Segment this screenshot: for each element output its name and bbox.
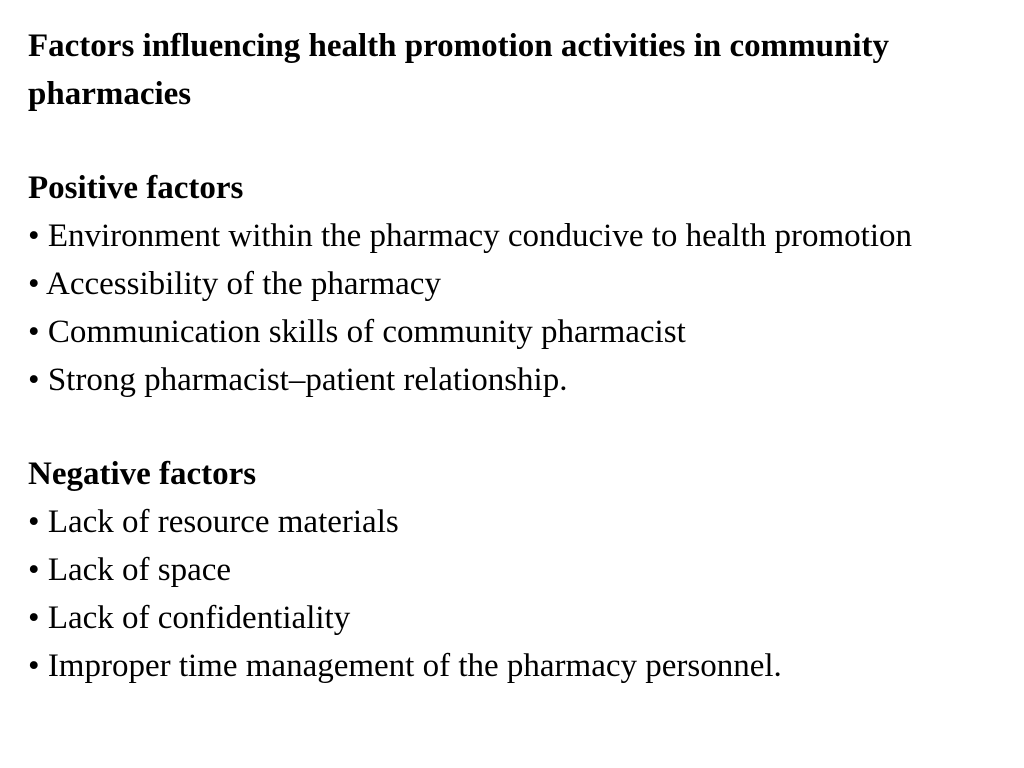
slide-title: Factors influencing health promotion activities in community pharmacies — [28, 28, 890, 112]
bullet-icon: • — [28, 314, 40, 350]
bullet-icon: • — [28, 648, 40, 684]
bullet-icon: • — [28, 600, 40, 636]
bullet-icon: • — [28, 504, 40, 540]
positive-factors-heading: Positive factors — [28, 170, 244, 206]
negative-factor-text: Lack of confidentiality — [47, 600, 351, 636]
positive-factors-list — [28, 212, 988, 404]
bullet-icon: • — [28, 266, 40, 302]
negative-factors-heading: Negative factors — [28, 456, 257, 492]
negative-factor-item — [28, 594, 988, 642]
positive-factor-text: Strong pharmacist–patient relationship. — [47, 362, 568, 398]
negative-factor-text: Lack of resource materials — [47, 504, 399, 540]
positive-factor-item — [28, 260, 988, 308]
negative-factor-text: Improper time management of the pharmacy personnel. — [47, 648, 782, 684]
negative-factor-item — [28, 546, 988, 594]
positive-factor-item — [28, 356, 988, 404]
negative-factor-item — [28, 498, 988, 546]
positive-factor-text: Environment within the pharmacy conducive to health promotion — [47, 218, 913, 254]
positive-factor-text: Accessibility of the pharmacy — [46, 266, 441, 302]
bullet-icon: • — [28, 362, 40, 398]
slide-content — [28, 22, 988, 690]
negative-factors-list — [28, 498, 988, 690]
bullet-icon: • — [28, 552, 40, 588]
positive-factor-item — [28, 308, 988, 356]
negative-factor-item — [28, 642, 988, 690]
bullet-icon: • — [28, 218, 40, 254]
positive-factor-item — [28, 212, 988, 260]
positive-factor-text: Communication skills of community pharmacist — [47, 314, 686, 350]
negative-factor-text: Lack of space — [47, 552, 232, 588]
